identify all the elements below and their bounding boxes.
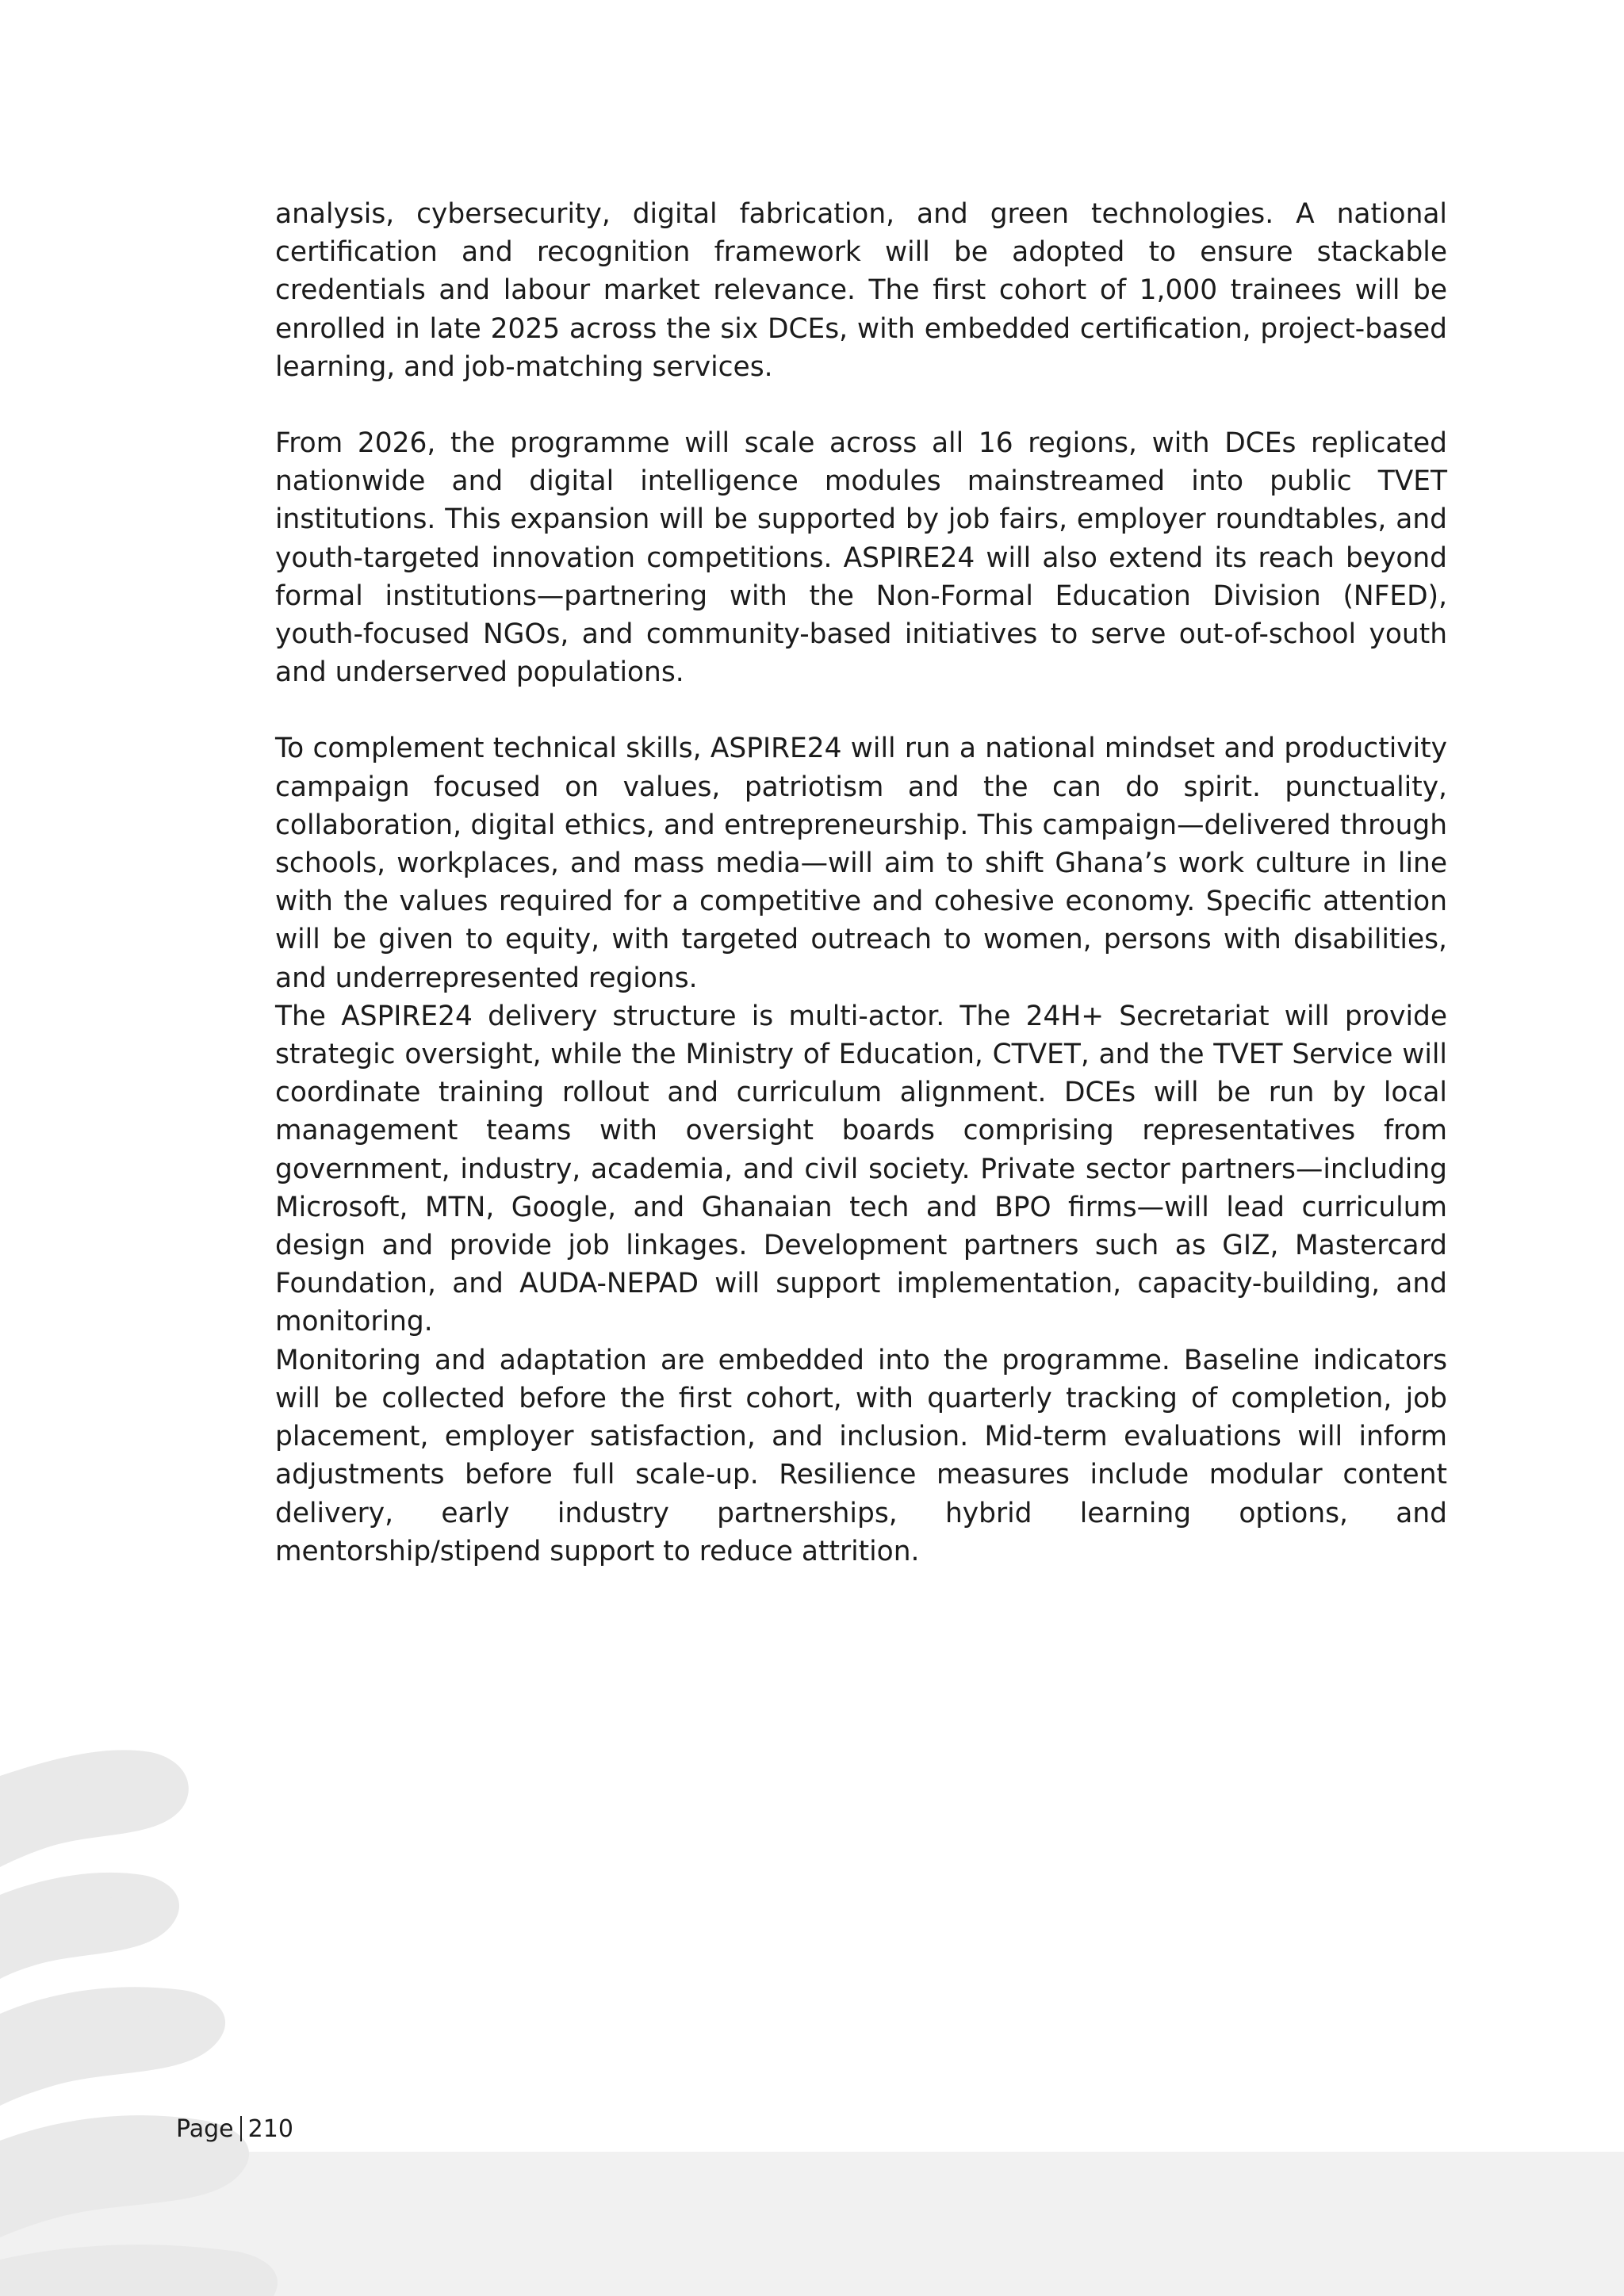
paragraph-2: From 2026, the programme will scale across all 16 regions, with DCEs replicated nationwide and digital intelligence modules mainstreamed into public TVET institutions. This expansion will be supported by job fairs, employer roundtables, and youth-targeted innovation competitions. ASPIRE24 will also extend its reach beyond formal institutions—partnering with the Non-Formal Education Division (NFED), youth-focused NGOs, and community-based initiatives to serve out-of-school youth and underserved populations. bbox=[275, 427, 1447, 689]
page-number-value: 210 bbox=[247, 2115, 293, 2143]
page-separator bbox=[240, 2116, 242, 2141]
paragraph-4: The ASPIRE24 delivery structure is multi-actor. The 24H+ Secretariat will provide strategic oversight, while the Ministry of Education, CTVET, and the TVET Service will coordinate training rollout and curriculum alignment. DCEs will be run by local management teams with oversight boards comprising representatives from government, industry, academia, and civil society. Private sector partners—including Microsoft, MTN, Google, and Ghanaian tech and BPO firms—will lead curriculum design and provide job linkages. Development partners such as GIZ, Mastercard Foundation, and AUDA-NEPAD will support implementation, capacity-building, and monitoring. bbox=[275, 1000, 1447, 1338]
paragraph-5: Monitoring and adaptation are embedded into the programme. Baseline indicators will be collected before the first cohort, with quarterly tracking of completion, job placement, employer satisfaction, and inclusion. Mid-term evaluations will inform adjustments before full scale-up. Resilience measures include modular content delivery, early industry partnerships, hybrid learning options, and mentorship/stipend support to reduce attrition. bbox=[275, 1344, 1447, 1567]
paragraph-3: To complement technical skills, ASPIRE24 will run a national mindset and productivity campaign focused on values, patriotism and the can do spirit. punctuality, collaboration, digital ethics, and entrepreneurship. This campaign—delivered through schools, workplaces, and mass media—will aim to shift Ghana’s work culture in line with the values required for a competitive and cohesive economy. Specific attention will be given to equity, with targeted outreach to women, persons with disabilities, and underrepresented regions. bbox=[275, 733, 1447, 994]
document-body bbox=[275, 195, 1447, 1571]
paragraph-1: analysis, cybersecurity, digital fabrication, and green technologies. A national certification and recognition framework will be adopted to ensure stackable credentials and labour market relevance. The first cohort of 1,000 trainees will be enrolled in late 2025 across the six DCEs, with embedded certification, project-based learning, and job-matching services. bbox=[275, 198, 1447, 383]
decorative-watermark-pattern bbox=[0, 1728, 317, 2296]
page-number bbox=[176, 2115, 293, 2144]
page-label: Page bbox=[176, 2115, 234, 2143]
